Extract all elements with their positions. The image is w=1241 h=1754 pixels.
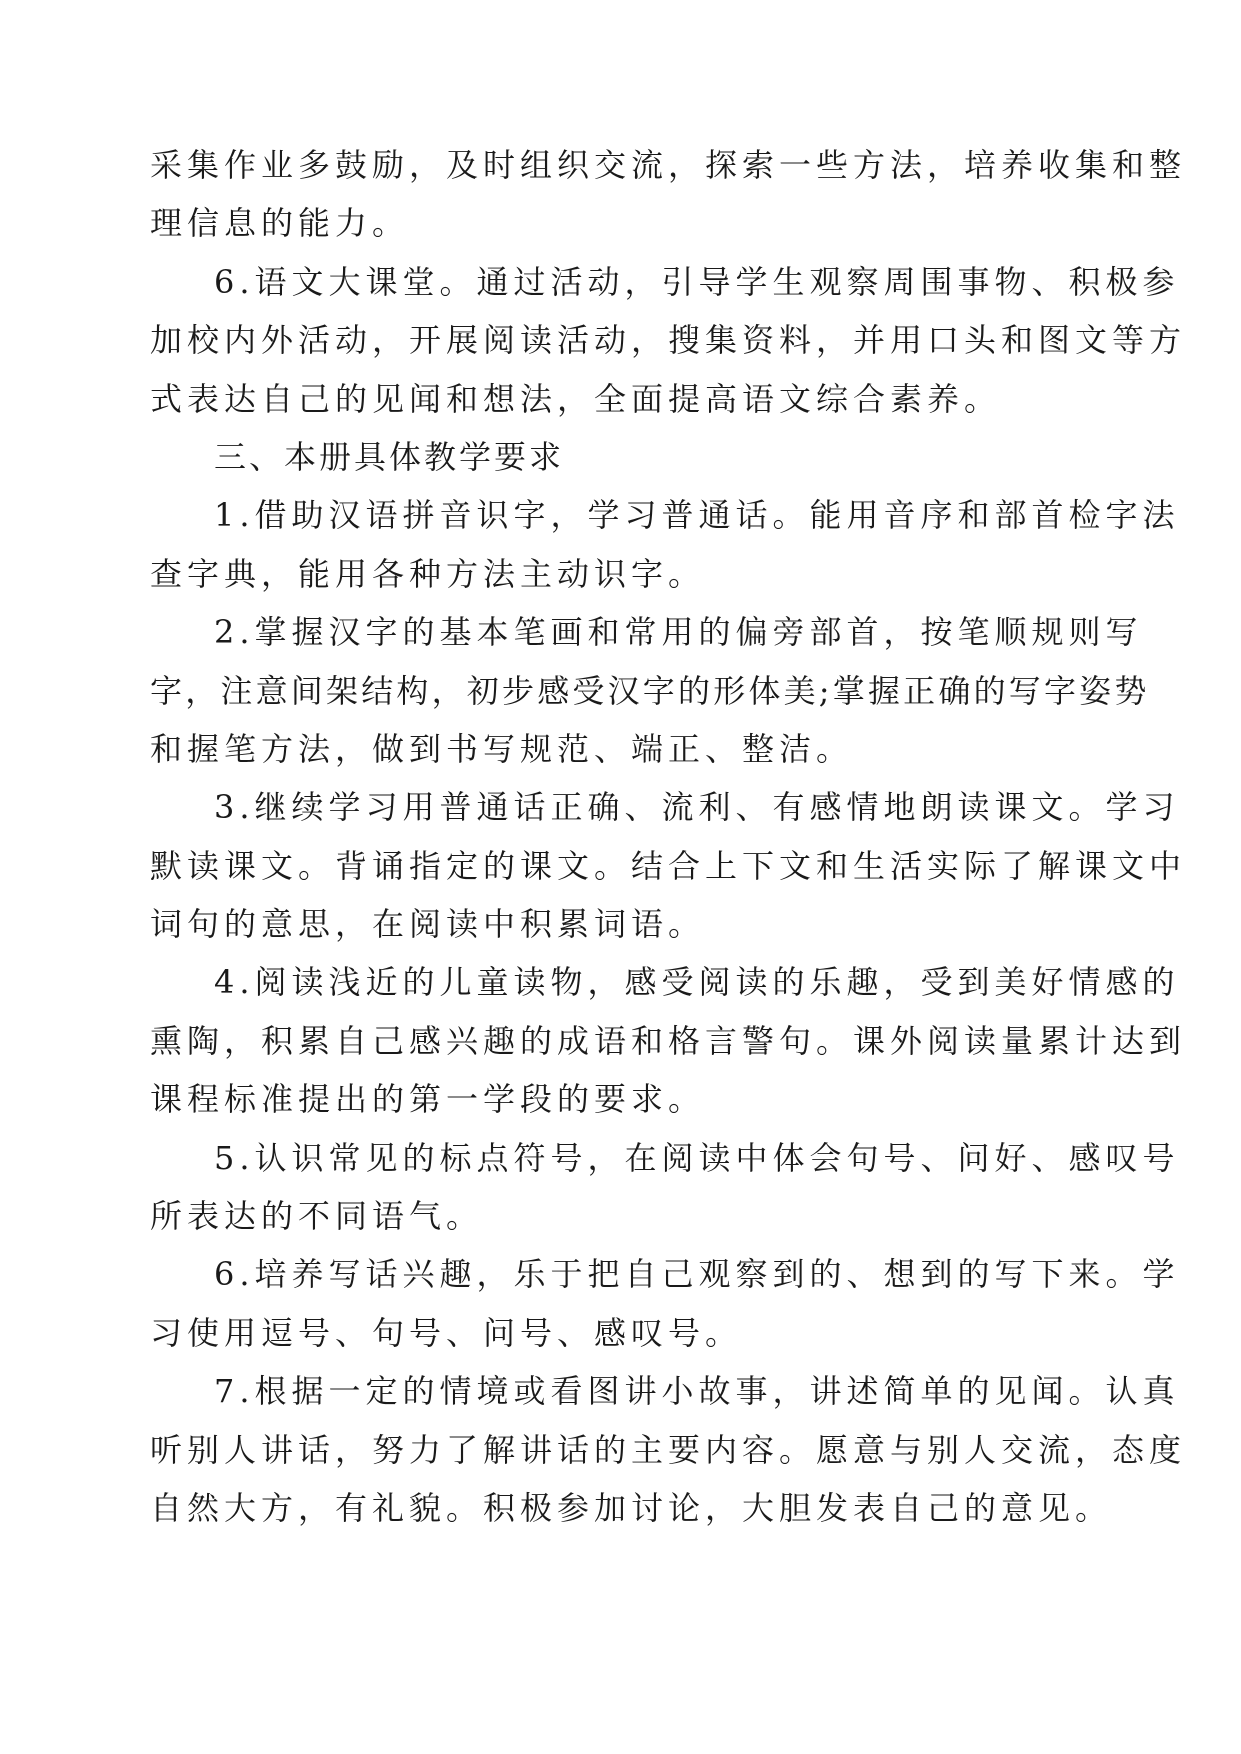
text-line: 听别人讲话，努力了解讲话的主要内容。愿意与别人交流，态度 [150,1430,1187,1469]
paragraph-start: 2.掌握汉字的基本笔画和常用的偏旁部首，按笔顺规则写 [214,613,1143,652]
text-line: 熏陶，积累自己感兴趣的成语和格言警句。课外阅读量累计达到 [150,1021,1187,1060]
text-line: 加校内外活动，开展阅读活动，搜集资料，并用口头和图文等方 [150,321,1187,360]
text-line: 字，注意间架结构，初步感受汉字的形体美;掌握正确的写字姿势 [150,671,1150,710]
text-line: 查字典，能用各种方法主动识字。 [150,554,706,593]
paragraph-start: 6.语文大课堂。通过活动，引导学生观察周围事物、积极参 [214,262,1180,301]
text-line: 习使用逗号、句号、问号、感叹号。 [150,1313,743,1352]
text-line: 采集作业多鼓励，及时组织交流，探索一些方法，培养收集和整 [150,146,1187,184]
text-line: 式表达自己的见闻和想法，全面提高语文综合素养。 [150,379,1002,418]
paragraph-start: 3.继续学习用普通话正确、流利、有感情地朗读课文。学习 [214,788,1180,827]
paragraph-start: 4.阅读浅近的儿童读物，感受阅读的乐趣，受到美好情感的 [214,963,1180,1002]
text-line: 理信息的能力。 [150,204,410,243]
text-line: 和握笔方法，做到书写规范、端正、整洁。 [150,729,854,768]
paragraph-start: 6.培养写话兴趣，乐于把自己观察到的、想到的写下来。学 [214,1255,1180,1294]
paragraph-start: 1.借助汉语拼音识字，学习普通话。能用音序和部首检字法 [214,496,1180,535]
text-line: 默读课文。背诵指定的课文。结合上下文和生活实际了解课文中 [150,846,1187,885]
paragraph-start: 7.根据一定的情境或看图讲小故事，讲述简单的见闻。认真 [214,1372,1180,1411]
text-line: 课程标准提出的第一学段的要求。 [150,1080,706,1119]
document-page [150,136,1187,1537]
text-line: 词句的意思，在阅读中积累词语。 [150,905,706,944]
text-line: 所表达的不同语气。 [150,1197,484,1236]
section-heading: 三、本册具体教学要求 [214,437,565,476]
text-line: 自然大方，有礼貌。积极参加讨论，大胆发表自己的意见。 [150,1488,1113,1527]
paragraph-start: 5.认识常见的标点符号，在阅读中体会句号、问好、感叹号 [214,1138,1180,1177]
